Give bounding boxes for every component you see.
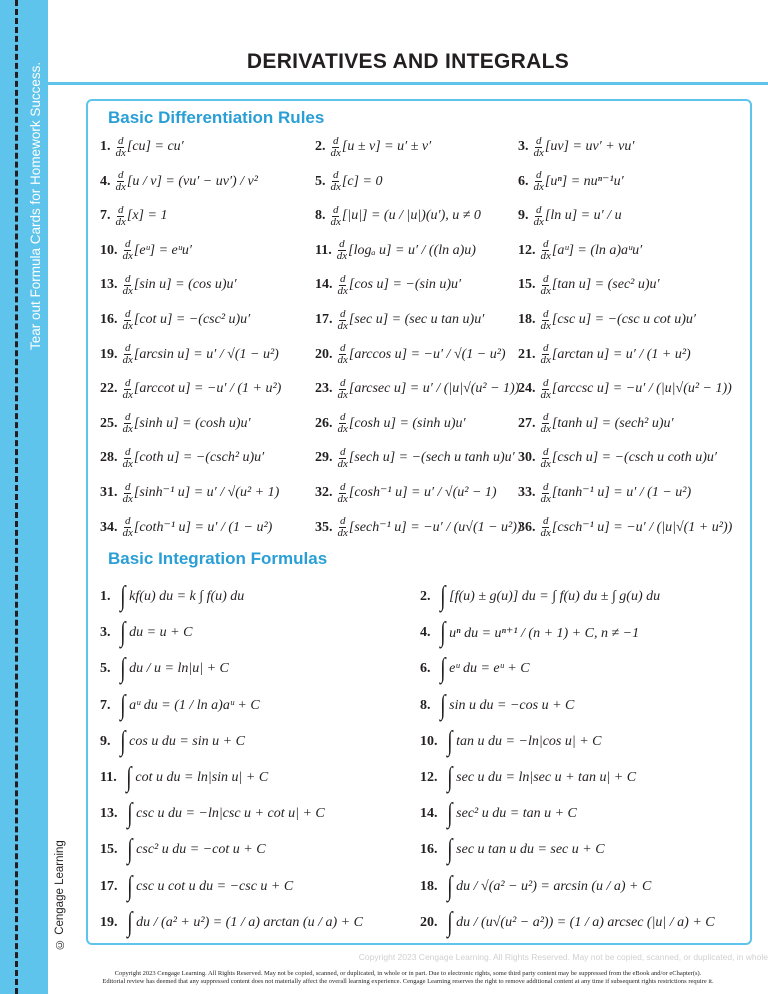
formula-expression: [f(u) ± g(u)] du = ∫ f(u) du ± ∫ g(u) du bbox=[449, 589, 661, 604]
rule-expression: [x] = 1 bbox=[126, 208, 168, 224]
rule-expression: [coth⁻¹ u] = u′ / (1 − u²) bbox=[133, 519, 273, 535]
formula-expression: cot u du = ln|sin u| + C bbox=[135, 770, 269, 785]
ddx-operator: d dx bbox=[533, 203, 544, 228]
integration-formula bbox=[100, 761, 268, 795]
formula-expression: csc u du = −ln|csc u + cot u| + C bbox=[136, 806, 325, 822]
ddx-operator: d dx bbox=[337, 480, 348, 505]
page-title: DERIVATIVES AND INTEGRALS bbox=[246, 50, 570, 73]
rule-expression: [arccsc u] = −u′ / (|u|√(u² − 1)) bbox=[551, 381, 732, 397]
ddx-operator: d dx bbox=[337, 272, 348, 297]
diff-rule bbox=[100, 303, 250, 337]
diff-rule bbox=[518, 476, 691, 510]
rule-expression: [eᵘ] = eᵘu′ bbox=[133, 242, 192, 258]
rule-expression: [arccos u] = −u′ / √(1 − u²) bbox=[348, 346, 506, 362]
formula-number: 14. bbox=[420, 806, 438, 822]
rule-number: 27. bbox=[518, 415, 536, 431]
integration-formula bbox=[420, 833, 605, 867]
diff-rule bbox=[315, 476, 497, 510]
rule-number: 9. bbox=[518, 208, 529, 224]
ddx-operator: d dx bbox=[337, 376, 348, 401]
integration-formula bbox=[100, 833, 266, 867]
formula-expression: cos u du = sin u + C bbox=[129, 733, 245, 749]
formula-expression: du / u = ln|u| + C bbox=[129, 661, 229, 677]
formula-number: 12. bbox=[420, 770, 438, 785]
diff-rule bbox=[315, 441, 515, 475]
formula-number: 1. bbox=[100, 589, 111, 604]
integration-formula bbox=[420, 616, 639, 650]
rule-expression: [sech u] = −(sech u tanh u)u′ bbox=[348, 450, 515, 466]
rule-number: 33. bbox=[518, 485, 536, 500]
integral-sign-icon: ∫ bbox=[439, 689, 446, 721]
rule-expression: [coth u] = −(csch² u)u′ bbox=[133, 450, 265, 466]
rule-expression: [cosh⁻¹ u] = u′ / √(u² − 1) bbox=[348, 485, 497, 500]
rule-number: 35. bbox=[315, 519, 333, 535]
integral-sign-icon: ∫ bbox=[446, 798, 453, 830]
ddx-operator: d dx bbox=[122, 376, 133, 401]
ddx-operator: d dx bbox=[122, 307, 133, 332]
formula-expression: csc² u du = −cot u + C bbox=[136, 842, 266, 858]
footer-line-2: Editorial review has deemed that any suppressed content does not materially affect the overall learning experience. Cengage Learning reserves the right to remove additional content at any time if subsequent rights restrictions require it. bbox=[102, 978, 714, 985]
rule-number: 13. bbox=[100, 277, 118, 293]
diff-rule bbox=[518, 234, 642, 268]
rule-expression: [tanh u] = (sech² u)u′ bbox=[551, 415, 674, 431]
integration-formula bbox=[100, 725, 245, 759]
integration-formula bbox=[420, 797, 577, 831]
diff-rule bbox=[315, 130, 431, 164]
rule-number: 10. bbox=[100, 242, 118, 258]
formula-expression: du = u + C bbox=[129, 625, 193, 641]
rule-number: 22. bbox=[100, 381, 118, 397]
rule-number: 17. bbox=[315, 312, 333, 327]
integration-formula bbox=[100, 870, 293, 904]
rule-expression: [u / v] = (vu′ − uv′) / v² bbox=[126, 173, 258, 189]
rule-expression: [sech⁻¹ u] = −u′ / (u√(1 − u²)) bbox=[348, 519, 522, 535]
diff-rule bbox=[315, 407, 466, 441]
rule-expression: [csch u] = −(csch u coth u)u′ bbox=[551, 450, 717, 466]
diff-rule bbox=[100, 511, 272, 545]
rule-number: 29. bbox=[315, 450, 333, 466]
rule-expression: [c] = 0 bbox=[341, 173, 383, 189]
formula-number: 10. bbox=[420, 733, 438, 749]
rule-expression: [sin u] = (cos u)u′ bbox=[133, 277, 237, 293]
rule-number: 25. bbox=[100, 415, 118, 431]
ddx-operator: d dx bbox=[337, 515, 348, 540]
rule-number: 26. bbox=[315, 415, 333, 431]
rule-number: 6. bbox=[518, 173, 529, 189]
integral-sign-icon: ∫ bbox=[126, 834, 133, 866]
ddx-operator: d dx bbox=[540, 238, 551, 263]
rule-number: 7. bbox=[100, 208, 111, 224]
rule-number: 11. bbox=[315, 242, 332, 258]
ddx-operator: d dx bbox=[533, 134, 544, 159]
rule-number: 32. bbox=[315, 485, 333, 500]
formula-number: 2. bbox=[420, 589, 431, 604]
diff-rule bbox=[518, 303, 696, 337]
formula-number: 11. bbox=[100, 770, 117, 785]
ddx-operator: d dx bbox=[122, 272, 133, 297]
formula-expression: csc u cot u du = −csc u + C bbox=[136, 878, 294, 894]
diff-rule bbox=[100, 407, 251, 441]
integral-sign-icon: ∫ bbox=[439, 581, 446, 612]
integration-formula bbox=[420, 761, 636, 795]
rule-number: 4. bbox=[100, 173, 111, 189]
integral-sign-icon: ∫ bbox=[126, 906, 133, 938]
integration-formula bbox=[420, 870, 651, 904]
diff-rule bbox=[100, 338, 279, 372]
formula-expression: du / (u√(u² − a²)) = (1 / a) arcsec (|u| / a) + C bbox=[456, 914, 715, 930]
integration-formula bbox=[100, 797, 325, 831]
diff-rule bbox=[518, 338, 691, 372]
rule-expression: [uv] = uv′ + vu′ bbox=[544, 139, 635, 154]
ddx-operator: d dx bbox=[122, 515, 133, 540]
rule-expression: [csc u] = −(csc u cot u)u′ bbox=[551, 312, 696, 327]
integral-sign-icon: ∫ bbox=[119, 617, 126, 649]
formula-number: 6. bbox=[420, 661, 431, 677]
rule-number: 12. bbox=[518, 242, 536, 258]
rule-number: 3. bbox=[518, 139, 529, 154]
formula-number: 13. bbox=[100, 806, 118, 822]
side-copyright: © Cengage Learning bbox=[54, 840, 66, 950]
rule-number: 28. bbox=[100, 450, 118, 466]
ddx-operator: d dx bbox=[115, 169, 126, 194]
rule-number: 21. bbox=[518, 346, 536, 362]
ddx-operator: d dx bbox=[337, 307, 348, 332]
rule-number: 14. bbox=[315, 277, 333, 293]
diff-rule bbox=[315, 199, 481, 233]
ddx-operator: d dx bbox=[540, 307, 551, 332]
rule-expression: [arccot u] = −u′ / (1 + u²) bbox=[133, 381, 282, 397]
formula-number: 19. bbox=[100, 914, 118, 930]
integral-sign-icon: ∫ bbox=[446, 834, 453, 866]
rule-number: 20. bbox=[315, 346, 333, 362]
rule-expression: [u ± v] = u′ ± v′ bbox=[341, 139, 432, 154]
rule-number: 16. bbox=[100, 312, 118, 327]
diff-rule bbox=[518, 372, 732, 406]
diff-rule bbox=[315, 234, 476, 268]
diff-rule bbox=[315, 372, 519, 406]
integration-formula bbox=[420, 906, 715, 940]
rule-number: 31. bbox=[100, 485, 118, 500]
formula-number: 9. bbox=[100, 733, 111, 749]
formula-number: 8. bbox=[420, 697, 431, 713]
rule-number: 15. bbox=[518, 277, 536, 293]
ddx-operator: d dx bbox=[330, 203, 341, 228]
formula-expression: eᵘ du = eᵘ + C bbox=[449, 661, 530, 677]
ddx-operator: d dx bbox=[122, 480, 133, 505]
side-tear-text: Tear out Formula Cards for Homework Success. bbox=[28, 61, 43, 350]
formula-number: 20. bbox=[420, 914, 438, 930]
diff-rule bbox=[518, 407, 674, 441]
formula-expression: du / (a² + u²) = (1 / a) arctan (u / a) + C bbox=[136, 914, 363, 930]
formula-number: 4. bbox=[420, 625, 431, 641]
integral-sign-icon: ∫ bbox=[119, 653, 126, 685]
diff-rule bbox=[315, 303, 484, 337]
diff-rule bbox=[315, 165, 382, 199]
diff-rule bbox=[518, 268, 660, 302]
ddx-operator: d dx bbox=[540, 411, 551, 436]
diff-rule bbox=[518, 441, 717, 475]
integral-sign-icon: ∫ bbox=[439, 617, 446, 649]
integral-sign-icon: ∫ bbox=[119, 689, 126, 721]
diff-rule bbox=[100, 165, 258, 199]
ddx-operator: d dx bbox=[337, 445, 348, 470]
formula-expression: aᵘ du = (1 / ln a)aᵘ + C bbox=[129, 697, 260, 713]
diff-rule bbox=[100, 372, 281, 406]
ddx-operator: d dx bbox=[540, 272, 551, 297]
diff-rule bbox=[315, 338, 506, 372]
rule-number: 1. bbox=[100, 139, 111, 154]
integration-formula bbox=[420, 652, 530, 686]
integration-heading: Basic Integration Formulas bbox=[108, 549, 328, 568]
rule-expression: [arctan u] = u′ / (1 + u²) bbox=[551, 346, 691, 362]
integration-formula bbox=[420, 689, 574, 723]
formula-expression: sec² u du = tan u + C bbox=[456, 806, 577, 822]
differentiation-heading: Basic Differentiation Rules bbox=[108, 108, 325, 127]
ddx-operator: d dx bbox=[337, 342, 348, 367]
rule-number: 19. bbox=[100, 346, 118, 362]
rule-expression: [tanh⁻¹ u] = u′ / (1 − u²) bbox=[551, 485, 692, 500]
rule-expression: [sinh⁻¹ u] = u′ / √(u² + 1) bbox=[133, 485, 280, 500]
diff-rule bbox=[100, 130, 184, 164]
rule-expression: [cot u] = −(csc² u)u′ bbox=[133, 312, 251, 327]
formula-number: 7. bbox=[100, 697, 111, 713]
rule-number: 34. bbox=[100, 519, 118, 535]
integral-sign-icon: ∫ bbox=[126, 798, 133, 830]
rule-number: 23. bbox=[315, 381, 333, 397]
integration-formula bbox=[100, 652, 229, 686]
formula-expression: du / √(a² − u²) = arcsin (u / a) + C bbox=[456, 878, 652, 894]
integration-formula bbox=[420, 725, 602, 759]
ddx-operator: d dx bbox=[540, 480, 551, 505]
diff-rule bbox=[518, 165, 624, 199]
formula-number: 5. bbox=[100, 661, 111, 677]
integral-sign-icon: ∫ bbox=[446, 762, 453, 793]
rule-expression: [arcsec u] = u′ / (|u|√(u² − 1)) bbox=[348, 381, 520, 397]
formula-expression: uⁿ du = uⁿ⁺¹ / (n + 1) + C, n ≠ −1 bbox=[449, 625, 640, 641]
formula-number: 15. bbox=[100, 842, 118, 858]
formula-number: 18. bbox=[420, 878, 438, 894]
ddx-operator: d dx bbox=[122, 238, 133, 263]
rule-number: 36. bbox=[518, 519, 536, 535]
ddx-operator: d dx bbox=[540, 376, 551, 401]
ddx-operator: d dx bbox=[540, 445, 551, 470]
formula-number: 17. bbox=[100, 878, 118, 894]
integral-sign-icon: ∫ bbox=[119, 581, 126, 612]
footer-line-1: Copyright 2023 Cengage Learning. All Rights Reserved. May not be copied, scanned, or duplicated, in whole or in part. Due to electronic rights, some third party content may be suppressed from the eBook and/or eChapter(s). bbox=[114, 970, 702, 977]
integral-sign-icon: ∫ bbox=[446, 725, 453, 757]
diff-rule bbox=[100, 441, 264, 475]
integration-formula bbox=[100, 689, 260, 723]
formula-expression: sec u tan u du = sec u + C bbox=[456, 842, 605, 858]
ddx-operator: d dx bbox=[122, 445, 133, 470]
diff-rule bbox=[315, 268, 461, 302]
rule-number: 24. bbox=[518, 381, 536, 397]
rule-expression: [cosh u] = (sinh u)u′ bbox=[348, 415, 466, 431]
integral-sign-icon: ∫ bbox=[125, 762, 132, 793]
formula-expression: sin u du = −cos u + C bbox=[449, 697, 575, 713]
ddx-operator: d dx bbox=[540, 342, 551, 367]
formula-expression: tan u du = −ln|cos u| + C bbox=[456, 733, 602, 749]
diff-rule bbox=[100, 268, 237, 302]
diff-rule bbox=[518, 511, 732, 545]
rule-expression: [cu] = cu′ bbox=[126, 139, 184, 154]
rule-expression: [aᵘ] = (ln a)aᵘu′ bbox=[551, 242, 643, 258]
diff-rule bbox=[100, 234, 192, 268]
formula-expression: kf(u) du = k ∫ f(u) du bbox=[129, 589, 245, 604]
integral-sign-icon: ∫ bbox=[446, 906, 453, 938]
integration-formula bbox=[100, 616, 192, 650]
rule-expression: [arcsin u] = u′ / √(1 − u²) bbox=[133, 346, 279, 362]
integral-sign-icon: ∫ bbox=[126, 870, 133, 902]
ddx-operator: d dx bbox=[115, 134, 126, 159]
rule-number: 8. bbox=[315, 208, 326, 224]
ddx-operator: d dx bbox=[122, 342, 133, 367]
integration-formula bbox=[100, 906, 363, 940]
formula-number: 16. bbox=[420, 842, 438, 858]
rule-expression: [tan u] = (sec² u)u′ bbox=[551, 277, 660, 293]
rule-expression: [cos u] = −(sin u)u′ bbox=[348, 277, 462, 293]
ddx-operator: d dx bbox=[330, 169, 341, 194]
rule-number: 18. bbox=[518, 312, 536, 327]
rule-expression: [ln u] = u′ / u bbox=[544, 208, 622, 224]
ddx-operator: d dx bbox=[533, 169, 544, 194]
ddx-operator: d dx bbox=[540, 515, 551, 540]
ddx-operator: d dx bbox=[122, 411, 133, 436]
formula-number: 3. bbox=[100, 625, 111, 641]
rule-expression: [logₐ u] = u′ / ((ln a)u) bbox=[348, 242, 476, 258]
formula-expression: sec u du = ln|sec u + tan u| + C bbox=[456, 770, 637, 785]
integration-formula bbox=[420, 580, 660, 614]
integral-sign-icon: ∫ bbox=[119, 725, 126, 757]
ddx-operator: d dx bbox=[115, 203, 126, 228]
diff-rule bbox=[518, 199, 622, 233]
diff-rule bbox=[518, 130, 634, 164]
integral-sign-icon: ∫ bbox=[446, 870, 453, 902]
footer-notice bbox=[48, 970, 768, 986]
integration-formula bbox=[100, 580, 244, 614]
ddx-operator: d dx bbox=[330, 134, 341, 159]
rule-expression: [uⁿ] = nuⁿ⁻¹u′ bbox=[544, 173, 624, 189]
rule-number: 30. bbox=[518, 450, 536, 466]
rule-expression: [|u|] = (u / |u|)(u′), u ≠ 0 bbox=[341, 208, 481, 224]
rule-expression: [sec u] = (sec u tan u)u′ bbox=[348, 312, 485, 327]
diff-rule bbox=[100, 476, 279, 510]
integral-sign-icon: ∫ bbox=[439, 653, 446, 685]
ddx-operator: d dx bbox=[336, 238, 348, 263]
rule-number: 2. bbox=[315, 139, 326, 154]
diff-rule bbox=[315, 511, 522, 545]
tear-perforation-line bbox=[15, 0, 18, 994]
title-rule bbox=[48, 82, 768, 85]
rule-number: 5. bbox=[315, 173, 326, 189]
rule-expression: [csch⁻¹ u] = −u′ / (|u|√(1 + u²)) bbox=[551, 519, 733, 535]
ddx-operator: d dx bbox=[337, 411, 348, 436]
diff-rule bbox=[100, 199, 167, 233]
rule-expression: [sinh u] = (cosh u)u′ bbox=[133, 415, 251, 431]
ghost-copyright: Copyright 2023 Cengage Learning. All Rights Reserved. May not be copied, scanned, or duplicated, in whole bbox=[358, 952, 768, 962]
